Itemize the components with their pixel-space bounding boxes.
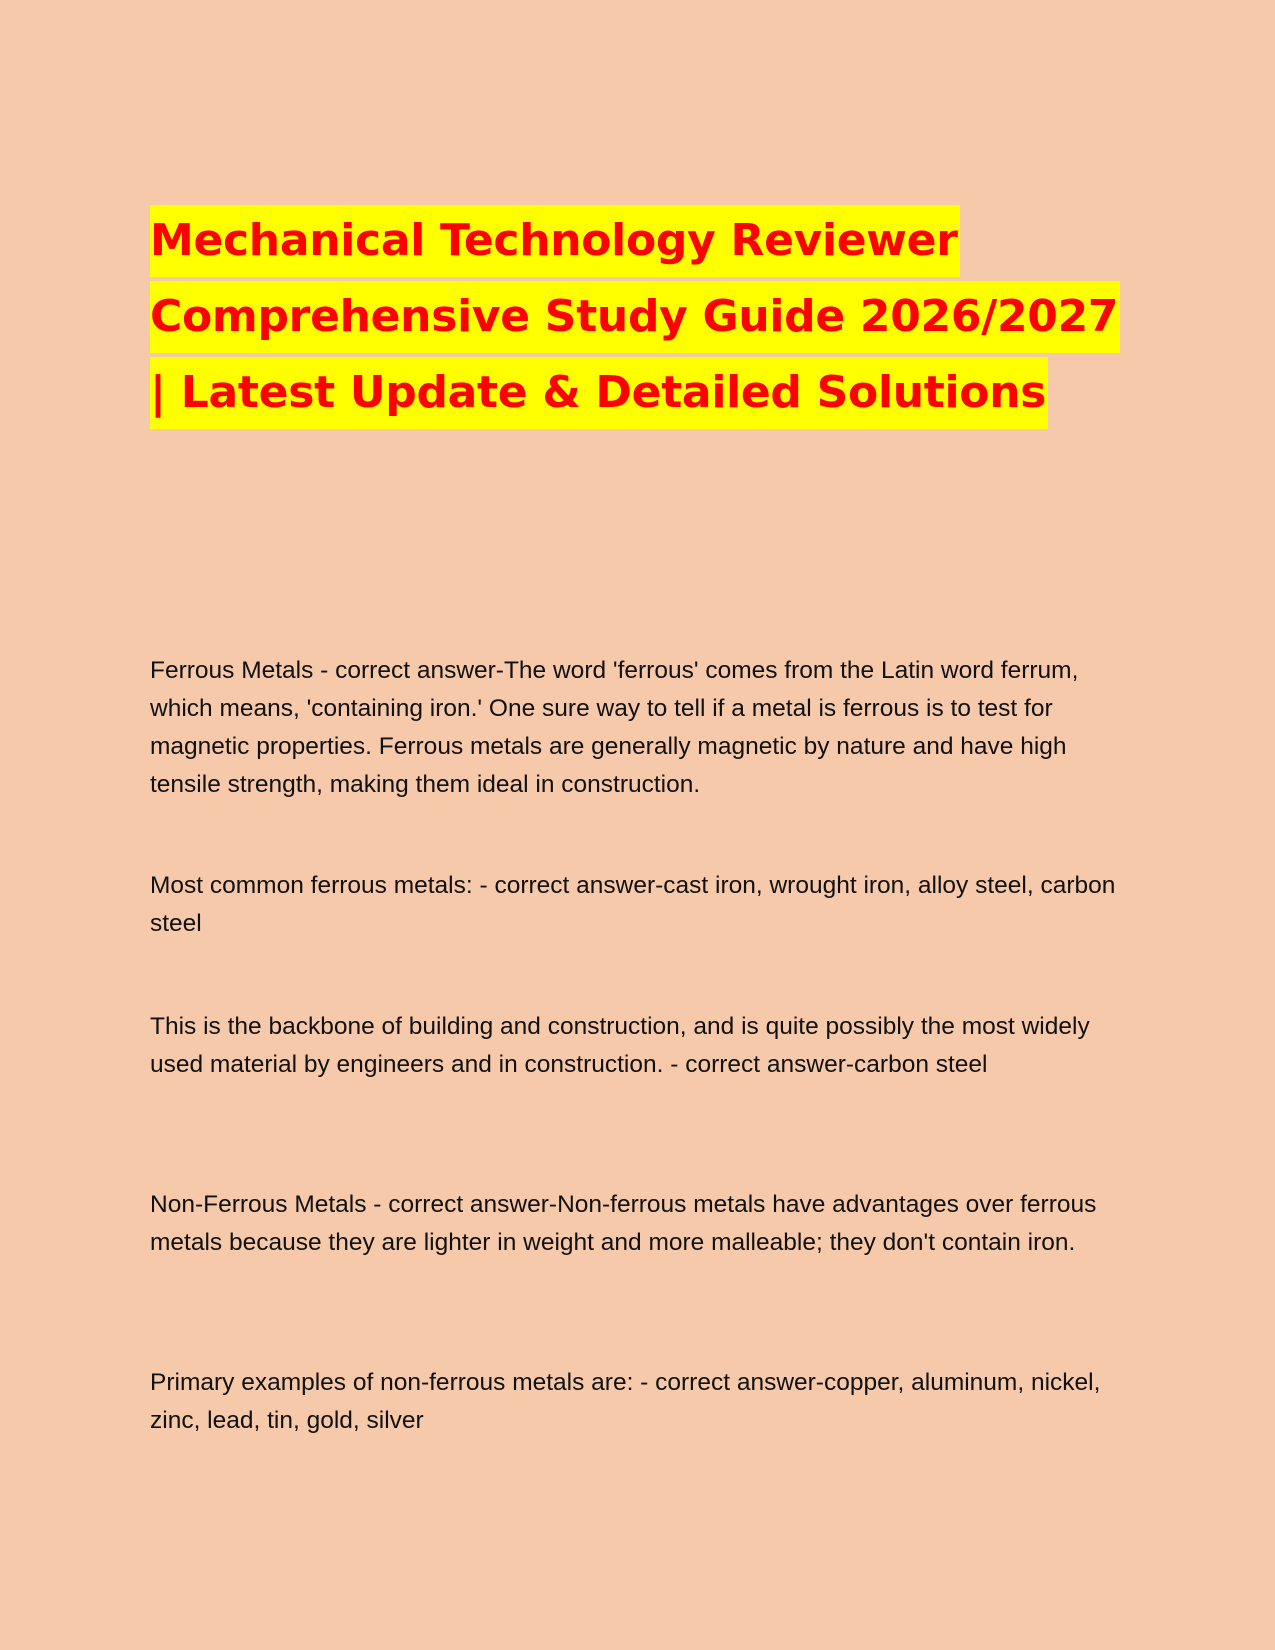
entry-non-ferrous-examples: Primary examples of non-ferrous metals are: - correct answer-copper, aluminum, nickel, zinc, lead, tin, gold, silver	[150, 1369, 1101, 1434]
title-line-3: | Latest Update & Detailed Solutions	[150, 357, 1048, 429]
entry-common-ferrous-metals: Most common ferrous metals: - correct answer-cast iron, wrought iron, alloy steel, carbon steel	[150, 872, 1116, 937]
entry-carbon-steel: This is the backbone of building and construction, and is quite possibly the most widely used material by engineers and in construction. - correct answer-carbon steel	[150, 1013, 1090, 1078]
entry-ferrous-metals: Ferrous Metals - correct answer-The word 'ferrous' comes from the Latin word ferrum, which means, 'containing iron.' One sure way to tell if a metal is ferrous is to test for magnetic properties. Ferrous metals are generally magnetic by nature and have high tensile strength, making them ideal in construction.	[150, 657, 1079, 798]
title-line-1: Mechanical Technology Reviewer	[150, 205, 960, 277]
entry-non-ferrous-metals: Non-Ferrous Metals - correct answer-Non-ferrous metals have advantages over ferrous metals because they are lighter in weight and more malleable; they don't contain iron.	[150, 1191, 1097, 1256]
document-title	[150, 205, 1150, 433]
title-line-2: Comprehensive Study Guide 2026/2027	[150, 281, 1120, 353]
